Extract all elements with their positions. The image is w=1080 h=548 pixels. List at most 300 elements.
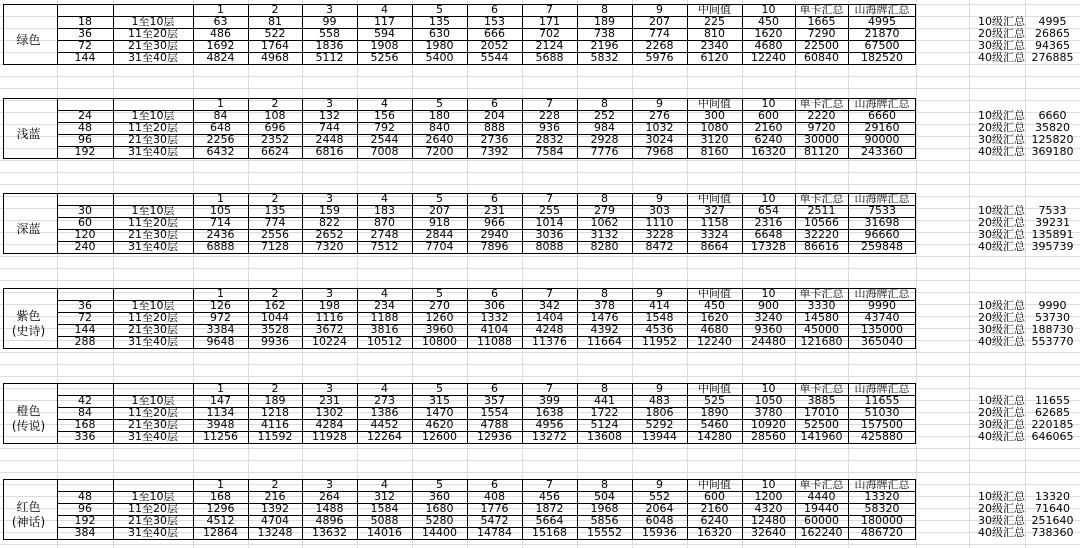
column-header-cell[interactable]: 中间值 <box>698 383 731 395</box>
base-value-cell[interactable]: 72 <box>78 40 92 52</box>
value-cell[interactable]: 2196 <box>590 40 619 52</box>
summary-total-cell[interactable]: 62685 <box>1035 407 1070 419</box>
column-header-cell[interactable]: 3 <box>326 479 333 491</box>
value-cell[interactable]: 17010 <box>804 407 839 419</box>
value-cell[interactable]: 5976 <box>645 52 674 64</box>
value-cell[interactable]: 2268 <box>645 40 674 52</box>
floor-range-cell[interactable]: 21至30层 <box>128 324 178 336</box>
value-cell[interactable]: 45000 <box>804 324 839 336</box>
summary-label-cell[interactable]: 40级汇总 <box>978 527 1025 539</box>
column-header-cell[interactable]: 单卡汇总 <box>799 383 844 395</box>
summary-total-cell[interactable]: 125820 <box>1031 134 1074 146</box>
column-header-cell[interactable]: 山海牌汇总 <box>854 479 910 491</box>
value-cell[interactable]: 14580 <box>804 312 839 324</box>
value-cell[interactable]: 207 <box>429 205 450 217</box>
base-value-cell[interactable]: 60 <box>78 217 92 229</box>
value-cell[interactable]: 504 <box>594 491 615 503</box>
value-cell[interactable]: 1488 <box>315 503 344 515</box>
column-header-cell[interactable]: 中间值 <box>698 288 731 300</box>
column-header-cell[interactable]: 7 <box>546 4 553 16</box>
column-header-cell[interactable]: 7 <box>546 193 553 205</box>
summary-total-cell[interactable]: 13320 <box>1035 491 1070 503</box>
value-cell[interactable]: 162 <box>264 300 286 312</box>
value-cell[interactable]: 7512 <box>370 241 399 253</box>
value-cell[interactable]: 10800 <box>422 336 457 348</box>
value-cell[interactable]: 1062 <box>590 217 619 229</box>
value-cell[interactable]: 60000 <box>804 515 839 527</box>
value-cell[interactable]: 744 <box>319 122 340 134</box>
value-cell[interactable]: 1188 <box>370 312 399 324</box>
value-cell[interactable]: 58320 <box>864 503 900 515</box>
summary-total-cell[interactable]: 738360 <box>1031 527 1074 539</box>
value-cell[interactable]: 162240 <box>800 527 843 539</box>
column-header-cell[interactable]: 3 <box>326 193 333 205</box>
value-cell[interactable]: 141960 <box>800 431 843 443</box>
base-value-cell[interactable]: 144 <box>74 52 96 64</box>
base-value-cell[interactable]: 192 <box>74 146 96 158</box>
value-cell[interactable]: 3036 <box>535 229 564 241</box>
floor-range-cell[interactable]: 11至20层 <box>128 503 178 515</box>
value-cell[interactable]: 357 <box>484 395 505 407</box>
value-cell[interactable]: 135000 <box>861 324 903 336</box>
value-cell[interactable]: 3132 <box>590 229 619 241</box>
value-cell[interactable]: 714 <box>210 217 231 229</box>
column-header-cell[interactable]: 5 <box>436 98 443 110</box>
value-cell[interactable]: 15936 <box>642 527 677 539</box>
value-cell[interactable]: 327 <box>704 205 725 217</box>
value-cell[interactable]: 147 <box>210 395 231 407</box>
value-cell[interactable]: 5256 <box>370 52 399 64</box>
value-cell[interactable]: 15552 <box>587 527 622 539</box>
value-cell[interactable]: 2940 <box>480 229 509 241</box>
column-header-cell[interactable]: 10 <box>761 383 776 395</box>
column-header-cell[interactable]: 8 <box>601 193 608 205</box>
column-header-cell[interactable]: 10 <box>761 4 776 16</box>
value-cell[interactable]: 7776 <box>590 146 619 158</box>
value-cell[interactable]: 19440 <box>804 503 839 515</box>
column-header-cell[interactable]: 6 <box>491 288 498 300</box>
column-header-cell[interactable]: 1 <box>217 4 224 16</box>
value-cell[interactable]: 52500 <box>804 419 839 431</box>
summary-label-cell[interactable]: 30级汇总 <box>978 419 1025 431</box>
column-header-cell[interactable]: 山海牌汇总 <box>854 4 910 16</box>
value-cell[interactable]: 10566 <box>804 217 839 229</box>
column-header-cell[interactable]: 2 <box>271 383 279 395</box>
column-header-cell[interactable]: 4 <box>381 479 388 491</box>
column-header-cell[interactable]: 10 <box>761 193 776 205</box>
value-cell[interactable]: 8664 <box>700 241 729 253</box>
value-cell[interactable]: 7290 <box>807 28 836 40</box>
value-cell[interactable]: 315 <box>429 395 450 407</box>
value-cell[interactable]: 3228 <box>645 229 674 241</box>
base-value-cell[interactable]: 18 <box>78 16 92 28</box>
value-cell[interactable]: 2256 <box>206 134 235 146</box>
value-cell[interactable]: 2832 <box>535 134 564 146</box>
value-cell[interactable]: 225 <box>704 16 725 28</box>
value-cell[interactable]: 594 <box>374 28 395 40</box>
value-cell[interactable]: 9936 <box>261 336 289 348</box>
value-cell[interactable]: 365040 <box>861 336 903 348</box>
value-cell[interactable]: 4392 <box>590 324 619 336</box>
value-cell[interactable]: 6432 <box>206 146 235 158</box>
value-cell[interactable]: 5280 <box>425 515 454 527</box>
value-cell[interactable]: 153 <box>484 16 505 28</box>
value-cell[interactable]: 7533 <box>868 205 896 217</box>
column-header-cell[interactable]: 7 <box>546 479 553 491</box>
value-cell[interactable]: 22500 <box>804 40 839 52</box>
column-header-cell[interactable]: 7 <box>546 288 553 300</box>
value-cell[interactable]: 1032 <box>645 122 674 134</box>
column-header-cell[interactable]: 10 <box>761 479 776 491</box>
summary-total-cell[interactable]: 53730 <box>1035 312 1070 324</box>
base-value-cell[interactable]: 384 <box>74 527 96 539</box>
column-header-cell[interactable]: 9 <box>656 98 663 110</box>
value-cell[interactable]: 966 <box>484 217 505 229</box>
base-value-cell[interactable]: 36 <box>78 28 92 40</box>
value-cell[interactable]: 9720 <box>807 122 836 134</box>
value-cell[interactable]: 303 <box>649 205 670 217</box>
value-cell[interactable]: 2316 <box>754 217 783 229</box>
summary-total-cell[interactable]: 188730 <box>1031 324 1074 336</box>
value-cell[interactable]: 702 <box>539 28 560 40</box>
column-header-cell[interactable]: 4 <box>381 383 388 395</box>
value-cell[interactable]: 7200 <box>425 146 454 158</box>
value-cell[interactable]: 234 <box>374 300 395 312</box>
value-cell[interactable]: 7896 <box>480 241 509 253</box>
value-cell[interactable]: 5124 <box>590 419 619 431</box>
value-cell[interactable]: 378 <box>594 300 615 312</box>
value-cell[interactable]: 29160 <box>864 122 900 134</box>
value-cell[interactable]: 2352 <box>261 134 289 146</box>
column-header-cell[interactable]: 9 <box>656 383 663 395</box>
value-cell[interactable]: 1806 <box>645 407 674 419</box>
value-cell[interactable]: 810 <box>704 28 725 40</box>
summary-label-cell[interactable]: 30级汇总 <box>978 324 1025 336</box>
summary-label-cell[interactable]: 20级汇总 <box>978 122 1025 134</box>
column-header-cell[interactable]: 2 <box>271 98 279 110</box>
value-cell[interactable]: 4536 <box>645 324 674 336</box>
column-header-cell[interactable]: 中间值 <box>698 193 731 205</box>
value-cell[interactable]: 5664 <box>535 515 564 527</box>
value-cell[interactable]: 1665 <box>807 16 836 28</box>
value-cell[interactable]: 486720 <box>861 527 903 539</box>
value-cell[interactable]: 1302 <box>315 407 344 419</box>
value-cell[interactable]: 3024 <box>645 134 674 146</box>
value-cell[interactable]: 6120 <box>700 52 729 64</box>
column-header-cell[interactable]: 1 <box>217 288 224 300</box>
value-cell[interactable]: 3240 <box>754 312 783 324</box>
summary-total-cell[interactable]: 276885 <box>1031 52 1074 64</box>
column-header-cell[interactable]: 单卡汇总 <box>799 193 844 205</box>
value-cell[interactable]: 7392 <box>480 146 509 158</box>
summary-total-cell[interactable]: 6660 <box>1038 110 1067 122</box>
value-cell[interactable]: 6240 <box>754 134 783 146</box>
value-cell[interactable]: 10512 <box>367 336 402 348</box>
value-cell[interactable]: 2652 <box>315 229 344 241</box>
value-cell[interactable]: 15168 <box>532 527 567 539</box>
column-header-cell[interactable]: 中间值 <box>698 4 731 16</box>
value-cell[interactable]: 12480 <box>751 515 786 527</box>
summary-total-cell[interactable]: 94365 <box>1035 40 1070 52</box>
value-cell[interactable]: 1134 <box>206 407 235 419</box>
summary-label-cell[interactable]: 20级汇总 <box>978 217 1025 229</box>
value-cell[interactable]: 1692 <box>206 40 235 52</box>
value-cell[interactable]: 1980 <box>425 40 454 52</box>
value-cell[interactable]: 11376 <box>532 336 567 348</box>
value-cell[interactable]: 3384 <box>206 324 235 336</box>
value-cell[interactable]: 4896 <box>315 515 344 527</box>
value-cell[interactable]: 96660 <box>864 229 900 241</box>
value-cell[interactable]: 630 <box>429 28 450 40</box>
value-cell[interactable]: 918 <box>429 217 450 229</box>
value-cell[interactable]: 1872 <box>535 503 564 515</box>
value-cell[interactable]: 7584 <box>535 146 564 158</box>
value-cell[interactable]: 1260 <box>425 312 454 324</box>
value-cell[interactable]: 1404 <box>535 312 564 324</box>
value-cell[interactable]: 4104 <box>480 324 509 336</box>
value-cell[interactable]: 399 <box>539 395 560 407</box>
value-cell[interactable]: 51030 <box>864 407 900 419</box>
value-cell[interactable]: 13632 <box>312 527 347 539</box>
value-cell[interactable]: 2052 <box>480 40 509 52</box>
value-cell[interactable]: 1014 <box>535 217 564 229</box>
value-cell[interactable]: 3960 <box>425 324 454 336</box>
column-header-cell[interactable]: 9 <box>656 288 663 300</box>
value-cell[interactable]: 4284 <box>315 419 344 431</box>
value-cell[interactable]: 171 <box>539 16 560 28</box>
value-cell[interactable]: 2928 <box>590 134 619 146</box>
column-header-cell[interactable]: 6 <box>491 193 498 205</box>
value-cell[interactable]: 1218 <box>261 407 289 419</box>
value-cell[interactable]: 696 <box>264 122 286 134</box>
value-cell[interactable]: 90000 <box>864 134 900 146</box>
value-cell[interactable]: 16320 <box>697 527 732 539</box>
value-cell[interactable]: 1332 <box>480 312 509 324</box>
value-cell[interactable]: 6048 <box>645 515 674 527</box>
value-cell[interactable]: 84 <box>213 110 228 122</box>
value-cell[interactable]: 11592 <box>257 431 293 443</box>
value-cell[interactable]: 4680 <box>754 40 783 52</box>
value-cell[interactable]: 414 <box>649 300 670 312</box>
value-cell[interactable]: 12600 <box>422 431 457 443</box>
value-cell[interactable]: 1296 <box>206 503 235 515</box>
value-cell[interactable]: 32220 <box>804 229 839 241</box>
value-cell[interactable]: 3120 <box>700 134 729 146</box>
value-cell[interactable]: 6648 <box>754 229 783 241</box>
value-cell[interactable]: 792 <box>374 122 395 134</box>
value-cell[interactable]: 870 <box>374 217 395 229</box>
value-cell[interactable]: 7320 <box>315 241 344 253</box>
value-cell[interactable]: 774 <box>264 217 286 229</box>
column-header-cell[interactable]: 中间值 <box>698 98 731 110</box>
floor-range-cell[interactable]: 31至40层 <box>128 52 178 64</box>
floor-range-cell[interactable]: 31至40层 <box>128 146 178 158</box>
floor-range-cell[interactable]: 11至20层 <box>128 28 178 40</box>
base-value-cell[interactable]: 144 <box>74 324 96 336</box>
value-cell[interactable]: 1116 <box>315 312 344 324</box>
value-cell[interactable]: 168 <box>210 491 231 503</box>
summary-label-cell[interactable]: 30级汇总 <box>978 515 1025 527</box>
column-header-cell[interactable]: 山海牌汇总 <box>854 288 910 300</box>
value-cell[interactable]: 6816 <box>315 146 344 158</box>
base-value-cell[interactable]: 42 <box>78 395 92 407</box>
summary-label-cell[interactable]: 10级汇总 <box>978 491 1025 503</box>
value-cell[interactable]: 522 <box>264 28 286 40</box>
value-cell[interactable]: 5832 <box>590 52 619 64</box>
summary-label-cell[interactable]: 40级汇总 <box>978 431 1025 443</box>
summary-label-cell[interactable]: 40级汇总 <box>978 52 1025 64</box>
value-cell[interactable]: 11928 <box>312 431 347 443</box>
column-header-cell[interactable]: 3 <box>326 98 333 110</box>
value-cell[interactable]: 11952 <box>642 336 677 348</box>
floor-range-cell[interactable]: 11至20层 <box>128 312 178 324</box>
value-cell[interactable]: 157500 <box>861 419 903 431</box>
value-cell[interactable]: 4824 <box>206 52 235 64</box>
floor-range-cell[interactable]: 21至30层 <box>128 40 178 52</box>
value-cell[interactable]: 182520 <box>861 52 903 64</box>
summary-total-cell[interactable]: 11655 <box>1035 395 1070 407</box>
value-cell[interactable]: 4116 <box>261 419 289 431</box>
column-header-cell[interactable]: 山海牌汇总 <box>854 193 910 205</box>
floor-range-cell[interactable]: 21至30层 <box>128 134 178 146</box>
column-header-cell[interactable]: 4 <box>381 288 388 300</box>
value-cell[interactable]: 306 <box>484 300 505 312</box>
value-cell[interactable]: 14784 <box>477 527 512 539</box>
value-cell[interactable]: 4788 <box>480 419 509 431</box>
value-cell[interactable]: 10920 <box>751 419 786 431</box>
value-cell[interactable]: 13272 <box>532 431 567 443</box>
floor-range-cell[interactable]: 21至30层 <box>128 419 178 431</box>
value-cell[interactable]: 3780 <box>754 407 783 419</box>
value-cell[interactable]: 1200 <box>754 491 783 503</box>
value-cell[interactable]: 5400 <box>425 52 454 64</box>
summary-total-cell[interactable]: 39231 <box>1035 217 1070 229</box>
value-cell[interactable]: 32640 <box>751 527 786 539</box>
value-cell[interactable]: 738 <box>594 28 615 40</box>
value-cell[interactable]: 12936 <box>477 431 512 443</box>
value-cell[interactable]: 1908 <box>370 40 399 52</box>
value-cell[interactable]: 4680 <box>700 324 729 336</box>
value-cell[interactable]: 2556 <box>261 229 289 241</box>
value-cell[interactable]: 13608 <box>587 431 622 443</box>
value-cell[interactable]: 2064 <box>645 503 674 515</box>
value-cell[interactable]: 3330 <box>807 300 836 312</box>
base-value-cell[interactable]: 48 <box>78 491 92 503</box>
column-header-cell[interactable]: 3 <box>326 383 333 395</box>
value-cell[interactable]: 525 <box>704 395 725 407</box>
value-cell[interactable]: 273 <box>374 395 395 407</box>
value-cell[interactable]: 342 <box>539 300 560 312</box>
value-cell[interactable]: 1890 <box>700 407 729 419</box>
floor-range-cell[interactable]: 11至20层 <box>128 407 178 419</box>
column-header-cell[interactable]: 2 <box>271 193 279 205</box>
summary-label-cell[interactable]: 40级汇总 <box>978 336 1025 348</box>
value-cell[interactable]: 16320 <box>751 146 786 158</box>
column-header-cell[interactable]: 7 <box>546 383 553 395</box>
summary-total-cell[interactable]: 7533 <box>1038 205 1067 217</box>
value-cell[interactable]: 456 <box>539 491 560 503</box>
column-header-cell[interactable]: 8 <box>601 98 608 110</box>
value-cell[interactable]: 60840 <box>804 52 839 64</box>
column-header-cell[interactable]: 4 <box>381 193 388 205</box>
summary-total-cell[interactable]: 135891 <box>1031 229 1074 241</box>
value-cell[interactable]: 1620 <box>754 28 783 40</box>
value-cell[interactable]: 8280 <box>590 241 619 253</box>
value-cell[interactable]: 156 <box>374 110 395 122</box>
value-cell[interactable]: 1722 <box>590 407 619 419</box>
base-value-cell[interactable]: 30 <box>78 205 92 217</box>
column-header-cell[interactable]: 9 <box>656 193 663 205</box>
value-cell[interactable]: 984 <box>594 122 615 134</box>
value-cell[interactable]: 1836 <box>315 40 344 52</box>
value-cell[interactable]: 13944 <box>642 431 677 443</box>
value-cell[interactable]: 13248 <box>257 527 293 539</box>
value-cell[interactable]: 774 <box>649 28 670 40</box>
value-cell[interactable]: 21870 <box>864 28 900 40</box>
value-cell[interactable]: 840 <box>429 122 450 134</box>
value-cell[interactable]: 126 <box>210 300 231 312</box>
summary-label-cell[interactable]: 10级汇总 <box>978 300 1025 312</box>
column-header-cell[interactable]: 3 <box>326 4 333 16</box>
summary-total-cell[interactable]: 9990 <box>1038 300 1067 312</box>
value-cell[interactable]: 30000 <box>804 134 839 146</box>
value-cell[interactable]: 5856 <box>590 515 619 527</box>
value-cell[interactable]: 8160 <box>700 146 729 158</box>
value-cell[interactable]: 11088 <box>477 336 512 348</box>
value-cell[interactable]: 276 <box>649 110 670 122</box>
column-header-cell[interactable]: 5 <box>436 479 443 491</box>
value-cell[interactable]: 86616 <box>804 241 839 253</box>
value-cell[interactable]: 900 <box>758 300 779 312</box>
value-cell[interactable]: 252 <box>594 110 615 122</box>
value-cell[interactable]: 81 <box>268 16 282 28</box>
summary-label-cell[interactable]: 40级汇总 <box>978 241 1025 253</box>
summary-total-cell[interactable]: 646065 <box>1031 431 1074 443</box>
value-cell[interactable]: 666 <box>484 28 505 40</box>
value-cell[interactable]: 12240 <box>697 336 732 348</box>
column-header-cell[interactable]: 6 <box>491 479 498 491</box>
value-cell[interactable]: 243360 <box>861 146 903 158</box>
column-header-cell[interactable]: 4 <box>381 98 388 110</box>
value-cell[interactable]: 1386 <box>370 407 399 419</box>
summary-total-cell[interactable]: 220185 <box>1031 419 1074 431</box>
floor-range-cell[interactable]: 31至40层 <box>128 336 178 348</box>
value-cell[interactable]: 5088 <box>370 515 399 527</box>
value-cell[interactable]: 1638 <box>535 407 564 419</box>
floor-range-cell[interactable]: 1至10层 <box>131 110 175 122</box>
value-cell[interactable]: 1968 <box>590 503 619 515</box>
value-cell[interactable]: 6624 <box>261 146 289 158</box>
value-cell[interactable]: 483 <box>649 395 670 407</box>
value-cell[interactable]: 7704 <box>425 241 454 253</box>
value-cell[interactable]: 9360 <box>754 324 783 336</box>
value-cell[interactable]: 99 <box>322 16 337 28</box>
value-cell[interactable]: 24480 <box>751 336 786 348</box>
summary-total-cell[interactable]: 395739 <box>1031 241 1074 253</box>
column-header-cell[interactable]: 山海牌汇总 <box>854 98 910 110</box>
column-header-cell[interactable]: 2 <box>271 4 279 16</box>
value-cell[interactable]: 2124 <box>535 40 564 52</box>
summary-label-cell[interactable]: 10级汇总 <box>978 110 1025 122</box>
base-value-cell[interactable]: 84 <box>78 407 92 419</box>
value-cell[interactable]: 10224 <box>312 336 347 348</box>
value-cell[interactable]: 4440 <box>807 491 836 503</box>
value-cell[interactable]: 2160 <box>700 503 729 515</box>
summary-label-cell[interactable]: 40级汇总 <box>978 146 1025 158</box>
value-cell[interactable]: 822 <box>319 217 340 229</box>
value-cell[interactable]: 135 <box>264 205 286 217</box>
value-cell[interactable]: 17328 <box>751 241 786 253</box>
